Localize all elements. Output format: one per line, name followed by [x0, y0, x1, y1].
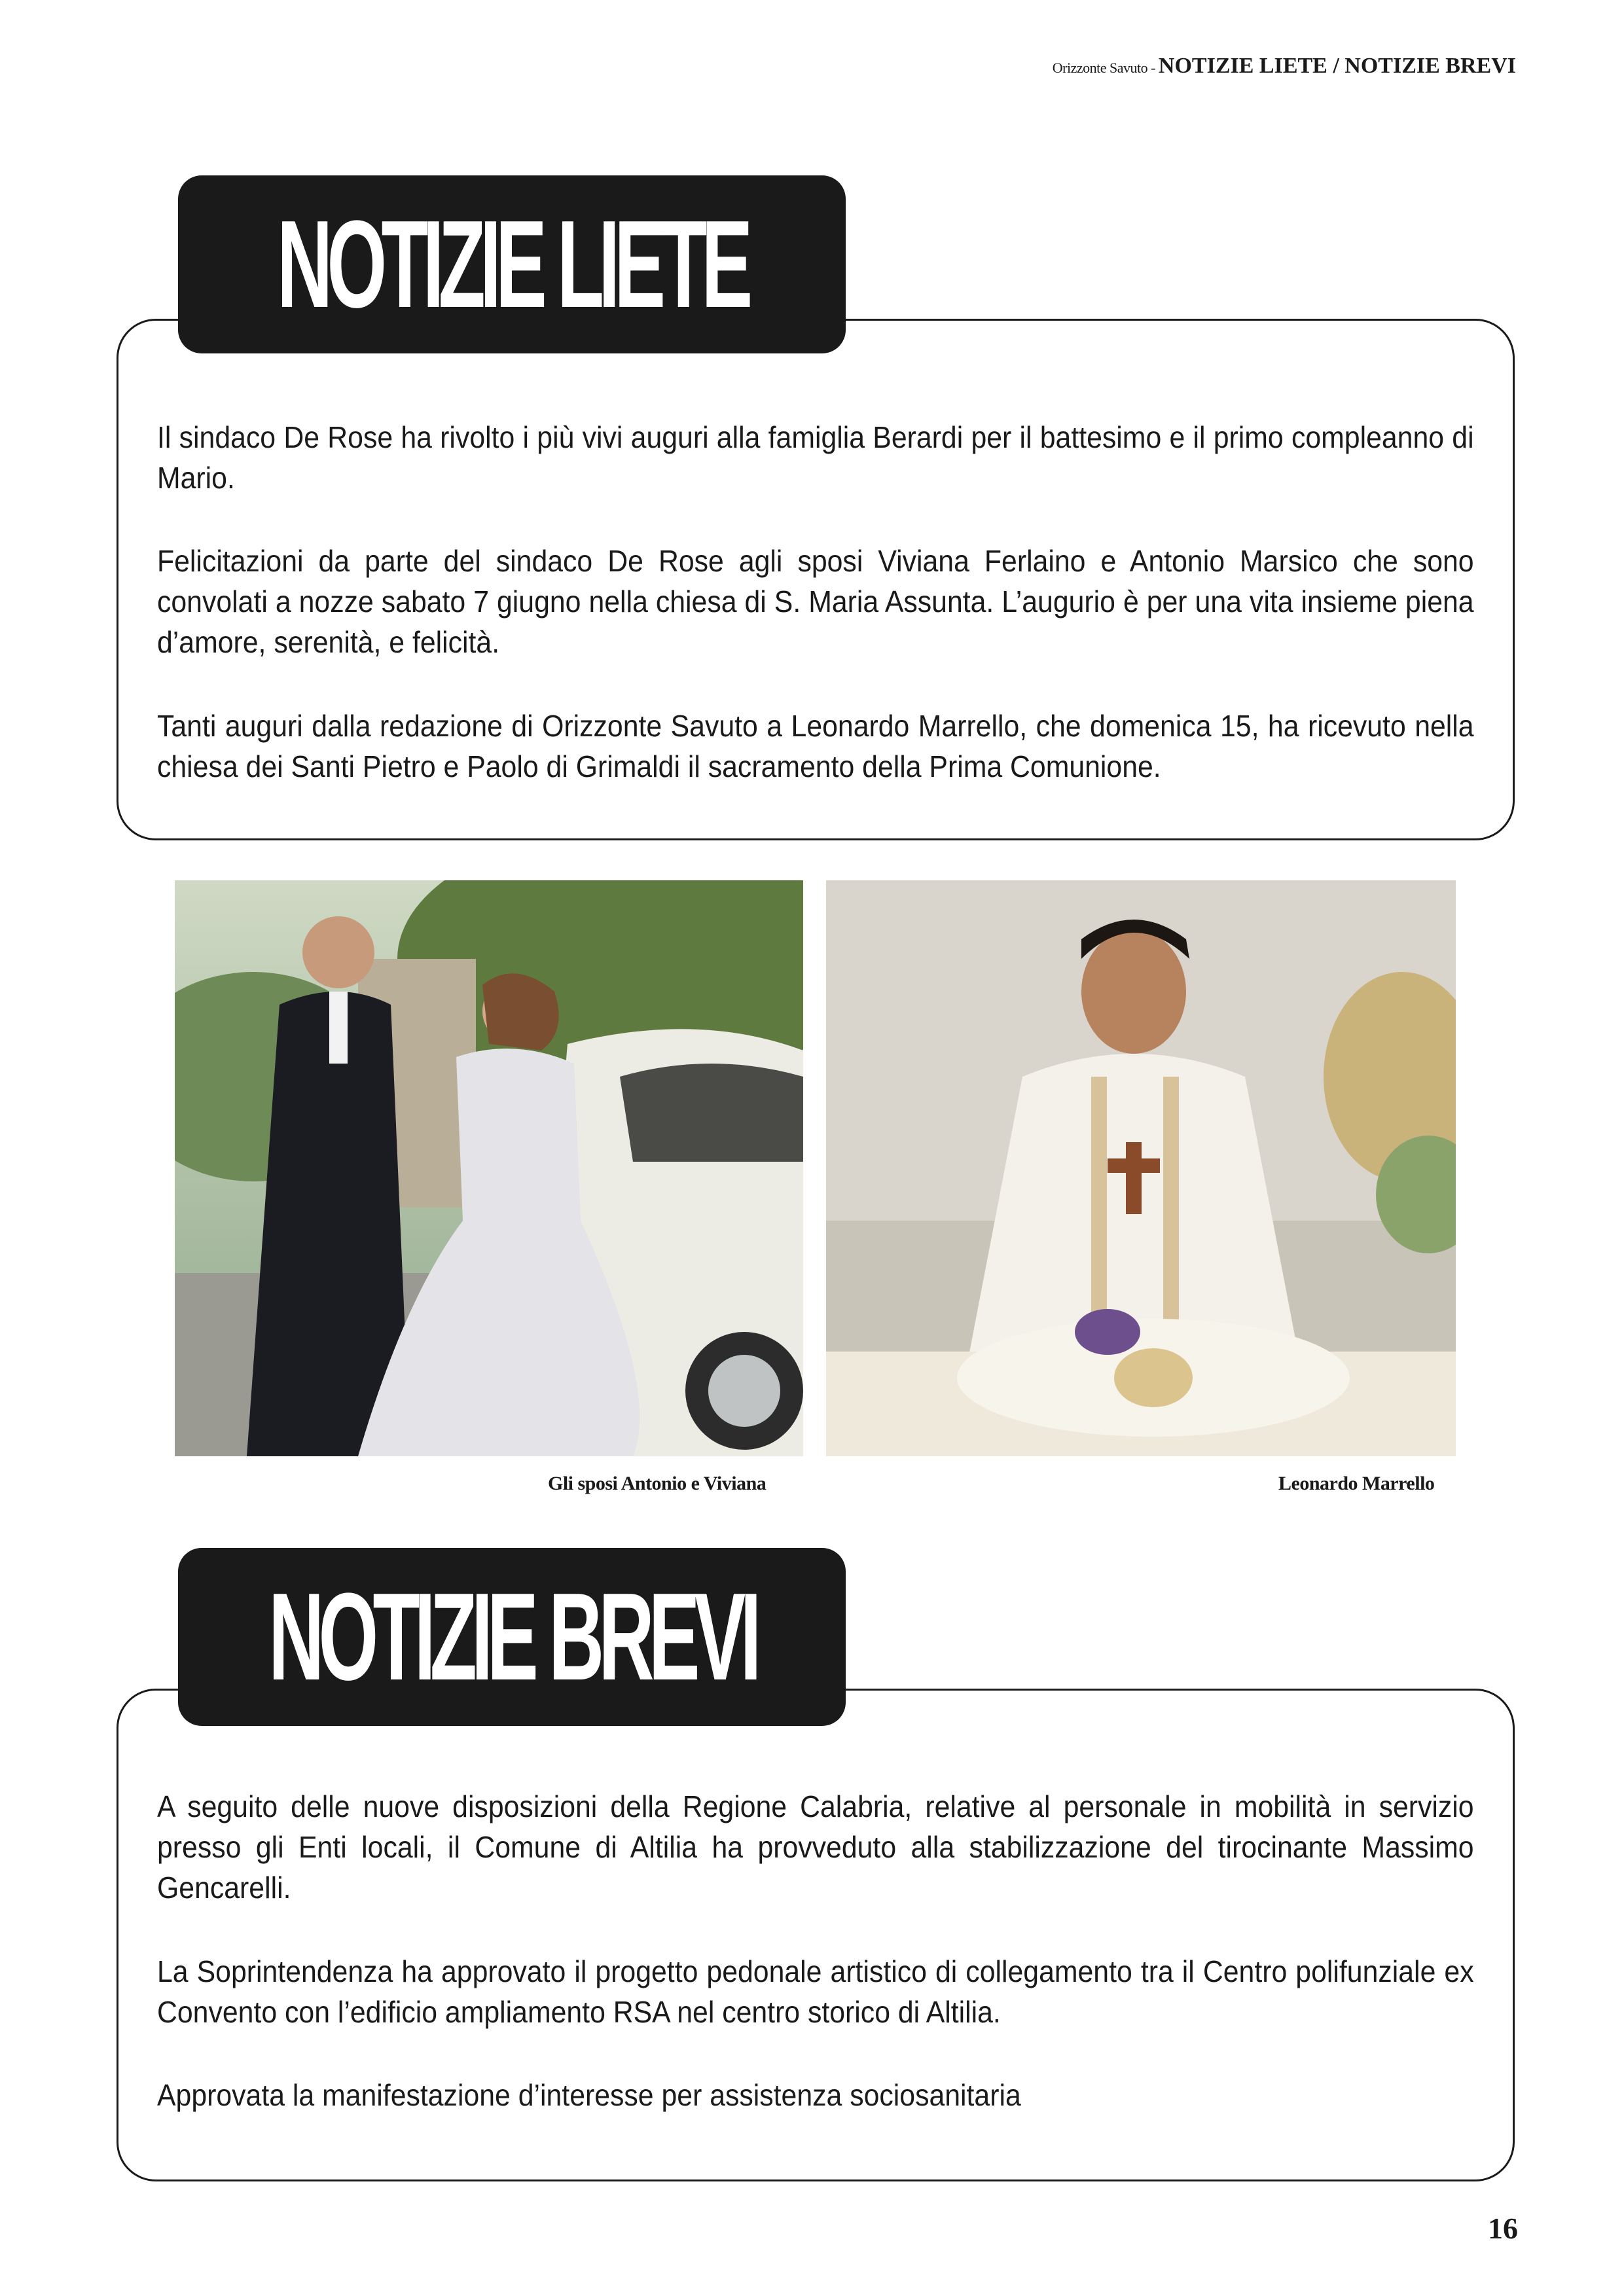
notizie-liete-paragraph-2: Felicitazioni da parte del sindaco De Rose agli sposi Viviana Ferlaino e Antonio Marsico che sono convolati a nozze sabato 7 giugno nella chiesa di S. Maria Assunta. L’augurio è per una vita insieme piena d’amore, serenità, e felicità. — [157, 544, 1474, 659]
communion-photo-caption: Leonardo Marrello — [1278, 1473, 1435, 1494]
notizie-liete-title: NOTIZIE LIETE — [276, 195, 748, 334]
section-name: NOTIZIE LIETE / NOTIZIE BREVI — [1158, 54, 1516, 78]
notizie-brevi-tab — [178, 1548, 846, 1726]
notizie-brevi-paragraph-1: A seguito delle nuove disposizioni della Regione Calabria, relative al personale in mobilità in servizio presso gli Enti locali, il Comune di Altilia ha provveduto alla stabilizzazione del tirocinante Massimo Gencarelli. — [157, 1789, 1474, 1905]
communion-photo — [826, 880, 1456, 1456]
notizie-liete-tab — [178, 175, 846, 353]
page-number: 16 — [1488, 2212, 1518, 2245]
notizie-brevi-title: NOTIZIE BREVI — [268, 1568, 756, 1706]
notizie-liete-paragraph-3: Tanti auguri dalla redazione di Orizzonte Savuto a Leonardo Marrello, che domenica 15, ha ricevuto nella chiesa dei Santi Pietro e Paolo di Grimaldi il sacramento della Prima Comunione. — [157, 709, 1474, 783]
publication-name: Orizzonte Savuto - — [1052, 60, 1159, 76]
notizie-brevi-paragraph-3: Approvata la manifestazione d’interesse per assistenza sociosanitaria — [157, 2078, 1021, 2112]
notizie-liete-paragraph-1: Il sindaco De Rose ha rivolto i più vivi auguri alla famiglia Berardi per il battesimo e il primo compleanno di Mario. — [157, 420, 1474, 495]
wedding-photo — [175, 880, 803, 1456]
running-header — [1053, 54, 1516, 79]
wedding-photo-caption: Gli sposi Antonio e Viviana — [548, 1473, 767, 1494]
notizie-brevi-paragraph-2: La Soprintendenza ha approvato il progetto pedonale artistico di collegamento tra il Centro polifunziale ex Convento con l’edificio ampliamento RSA nel centro storico di Altilia. — [157, 1954, 1474, 2029]
